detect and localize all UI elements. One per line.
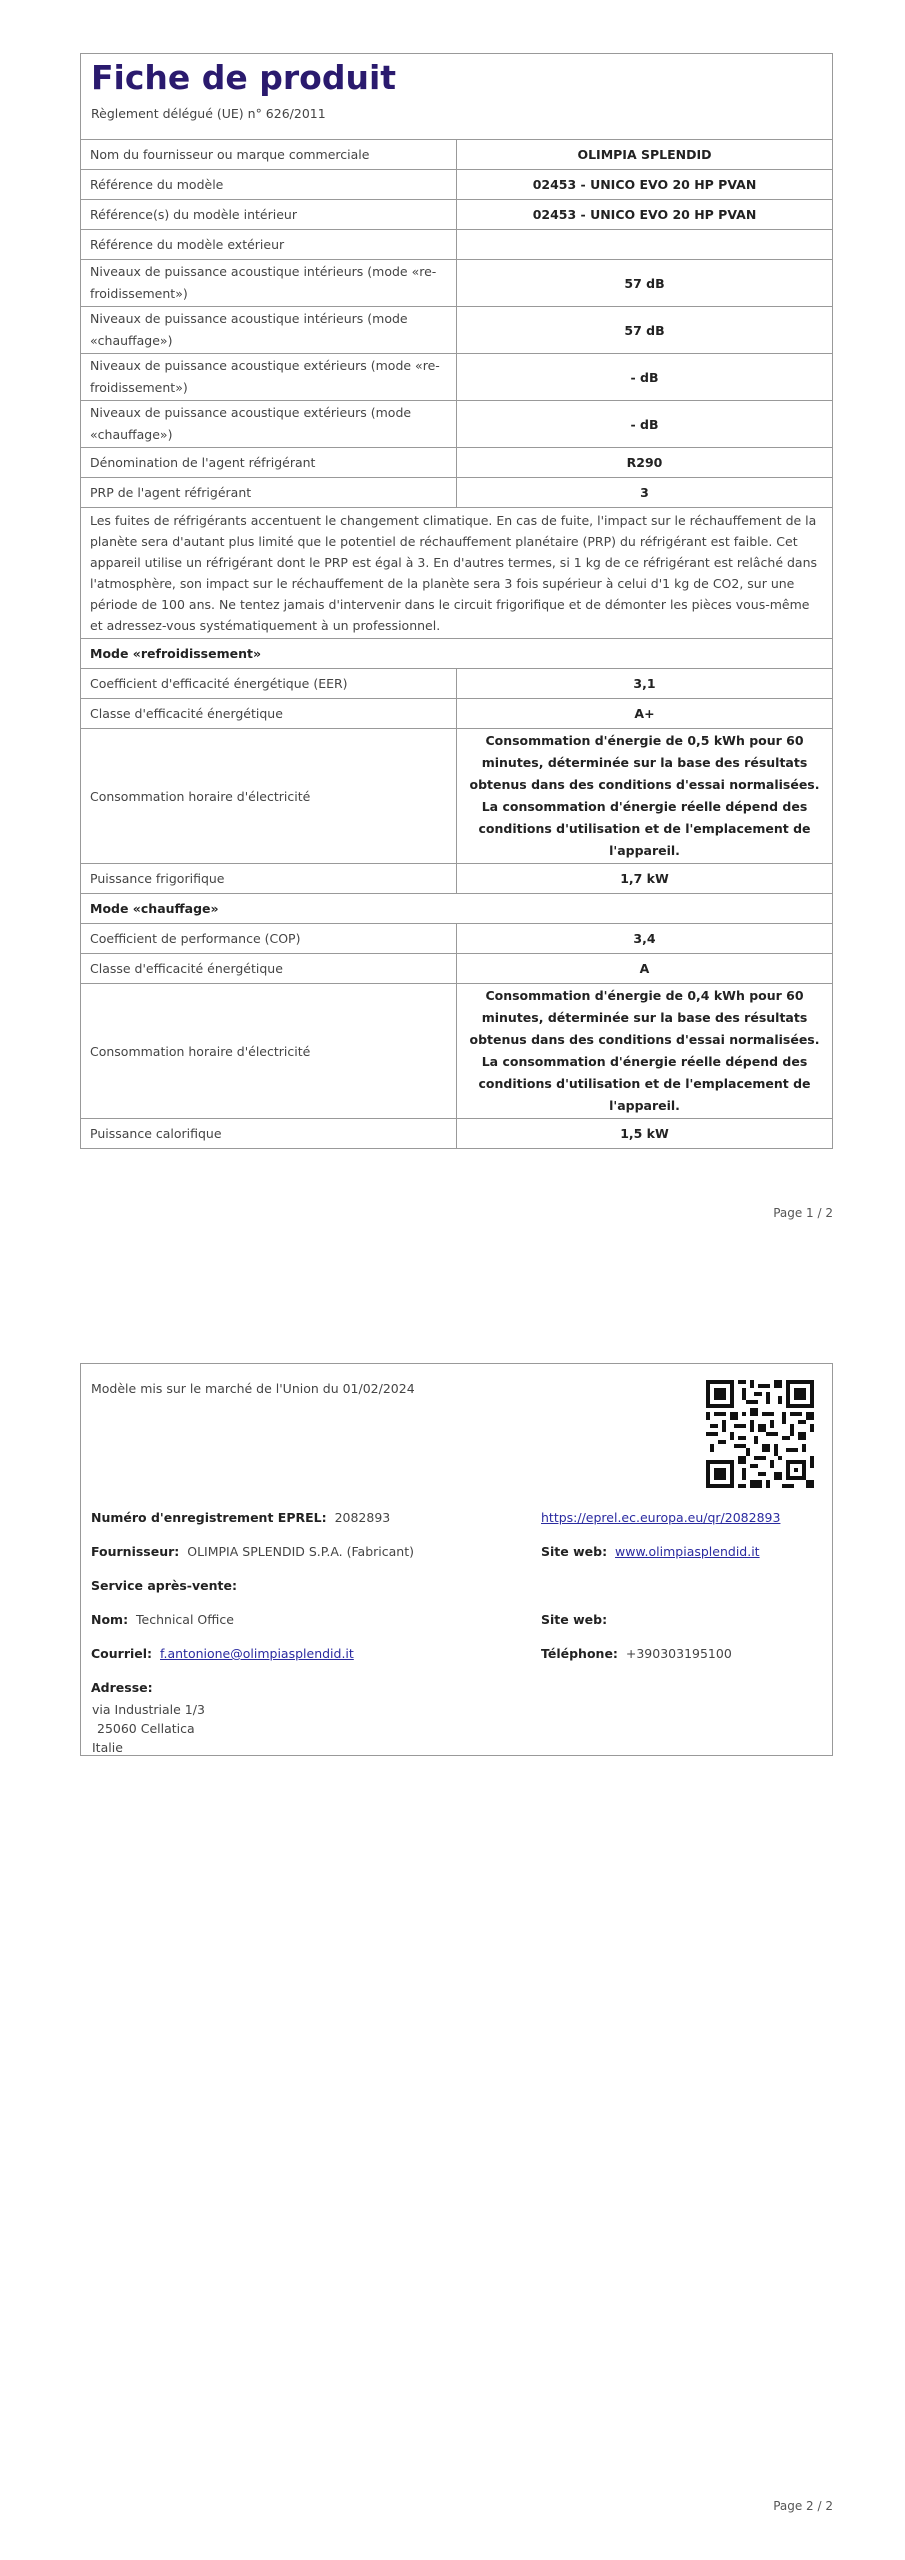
- website-label: Site web:: [541, 1544, 608, 1559]
- website-link[interactable]: www.olimpiasplendid.it: [615, 1544, 760, 1559]
- row-value: 1,5 kW: [457, 1119, 833, 1149]
- row-label: Dénomination de l'agent réfrigérant: [81, 448, 457, 478]
- row-value: 3,1: [457, 669, 833, 699]
- email-link[interactable]: f.antonione@olimpiasplendid.it: [160, 1646, 354, 1661]
- phone-row: [541, 1646, 732, 1661]
- row-label: Référence du modèle: [81, 170, 457, 200]
- website2-label: Site web:: [541, 1612, 608, 1627]
- eprel-link[interactable]: https://eprel.ec.europa.eu/qr/2082893: [541, 1510, 781, 1525]
- qr-code-icon: [706, 1380, 814, 1488]
- row-value: R290: [457, 448, 833, 478]
- table-row: [81, 448, 832, 478]
- section-row: [81, 894, 832, 924]
- cooling-heading: Mode «refroidissement»: [81, 639, 832, 669]
- section-row: [81, 639, 832, 669]
- regulation-reference: Règlement délégué (UE) n° 626/2011: [91, 105, 326, 121]
- table-row: [81, 699, 832, 729]
- table-row: [81, 307, 832, 354]
- page-title: Fiche de produit: [91, 58, 397, 97]
- address-line: Italie: [92, 1740, 123, 1755]
- eprel-label: Numéro d'enregistrement EPREL:: [91, 1510, 327, 1525]
- table-row: [81, 508, 832, 639]
- row-label: Puissance calorifique: [81, 1119, 457, 1149]
- supplier-value: OLIMPIA SPLENDID S.P.A. (Fabricant): [187, 1544, 414, 1559]
- row-label: Consommation horaire d'électricité: [81, 729, 457, 864]
- heating-heading: Mode «chauffage»: [81, 894, 832, 924]
- row-label: Niveaux de puissance acoustique intérieurs (mode «re-froidissement»): [81, 260, 457, 307]
- table-row: [81, 669, 832, 699]
- row-label: PRP de l'agent réfrigérant: [81, 478, 457, 508]
- market-date: Modèle mis sur le marché de l'Union du 01/02/2024: [91, 1381, 415, 1396]
- table-row: [81, 401, 832, 448]
- phone-label: Téléphone:: [541, 1646, 618, 1661]
- page-number: Page 1 / 2: [773, 1206, 833, 1220]
- row-label: Puissance frigorifique: [81, 864, 457, 894]
- page-number: Page 2 / 2: [773, 2499, 833, 2513]
- row-value: 57 dB: [457, 307, 833, 354]
- registration-info: [80, 1363, 833, 1756]
- row-value: Consommation d'énergie de 0,5 kWh pour 60 minutes, déterminée sur la base des résultats obtenus dans des conditions d'essai normalisées. La consommation d'énergie réelle dépend des conditions d'utilisation et de l'emplacement de l'appareil.: [457, 729, 833, 864]
- address-label: Adresse:: [91, 1680, 153, 1695]
- row-value: OLIMPIA SPLENDID: [577, 147, 712, 162]
- row-value: A+: [457, 699, 833, 729]
- refrigerant-notice: Les fuites de réfrigérants accentuent le changement climatique. En cas de fuite, l'impact sur le réchauffement de la planète sera d'autant plus limité que le potentiel de réchauffement planétaire (PRP) du réfrigérant est faible. Cet appareil utilise un réfrigérant dont le PRP est égal à 3. En d'autres termes, si 1 kg de ce réfrigérant est relâché dans l'atmosphère, son impact sur le réchauffement de la planète sera 3 fois supérieur à celui d'1 kg de CO2, sur une période de 100 ans. Ne tentez jamais d'intervenir dans le circuit frigorifique et de démonter les pièces vous-même et adressez-vous systématiquement à un professionnel.: [81, 508, 832, 639]
- row-value: A: [457, 954, 833, 984]
- table-row: [81, 478, 832, 508]
- row-value: - dB: [457, 401, 833, 448]
- name-value: Technical Office: [136, 1612, 234, 1627]
- row-value: [457, 230, 833, 260]
- table-row: [81, 260, 832, 307]
- row-value: 3: [457, 478, 833, 508]
- row-label: Nom du fournisseur ou marque commerciale: [81, 140, 457, 170]
- after-sales-label: Service après-vente:: [91, 1578, 237, 1593]
- product-fiche: [80, 53, 833, 1149]
- row-value: - dB: [457, 354, 833, 401]
- row-label: Niveaux de puissance acoustique intérieurs (mode «chauffage»): [81, 307, 457, 354]
- email-label: Courriel:: [91, 1646, 153, 1661]
- row-value: 02453 - UNICO EVO 20 HP PVAN: [457, 200, 833, 230]
- address-line: 25060 Cellatica: [97, 1721, 195, 1736]
- address-line: via Industriale 1/3: [92, 1702, 205, 1717]
- row-label: Coefficient de performance (COP): [81, 924, 457, 954]
- table-row: [81, 1119, 832, 1149]
- row-label: Coefficient d'efficacité énergétique (EER): [81, 669, 457, 699]
- address-block: [92, 1700, 205, 1757]
- table-row: [81, 170, 832, 200]
- table-row: [81, 230, 832, 260]
- table-row: [81, 954, 832, 984]
- row-label: Référence(s) du modèle intérieur: [81, 200, 457, 230]
- row-label: Référence du modèle extérieur: [81, 230, 457, 260]
- spec-table: [81, 140, 832, 1148]
- table-row: [81, 864, 832, 894]
- table-row: [81, 924, 832, 954]
- table-row: [81, 200, 832, 230]
- name-label: Nom:: [91, 1612, 129, 1627]
- row-label: Classe d'efficacité énergétique: [81, 954, 457, 984]
- row-value: 3,4: [457, 924, 833, 954]
- row-value: 02453 - UNICO EVO 20 HP PVAN: [457, 170, 833, 200]
- email-row: [91, 1646, 354, 1661]
- table-row: [81, 354, 832, 401]
- table-row: [81, 729, 832, 864]
- contact-name-row: [91, 1612, 234, 1627]
- phone-value: +390303195100: [625, 1646, 732, 1661]
- row-label: Classe d'efficacité énergétique: [81, 699, 457, 729]
- row-value: 1,7 kW: [457, 864, 833, 894]
- supplier-label: Fournisseur:: [91, 1544, 180, 1559]
- row-label: Consommation horaire d'électricité: [81, 984, 457, 1119]
- fiche-header: [81, 54, 832, 140]
- row-value: 57 dB: [457, 260, 833, 307]
- eprel-row: [91, 1510, 390, 1525]
- row-label: Niveaux de puissance acoustique extérieurs (mode «re-froidissement»): [81, 354, 457, 401]
- row-label: Niveaux de puissance acoustique extérieurs (mode «chauffage»): [81, 401, 457, 448]
- table-row: [81, 140, 832, 170]
- supplier-row: [91, 1544, 414, 1559]
- eprel-value: 2082893: [334, 1510, 391, 1525]
- website-row: [541, 1544, 760, 1559]
- row-value: Consommation d'énergie de 0,4 kWh pour 60 minutes, déterminée sur la base des résultats obtenus dans des conditions d'essai normalisées. La consommation d'énergie réelle dépend des conditions d'utilisation et de l'emplacement de l'appareil.: [457, 984, 833, 1119]
- table-row: [81, 984, 832, 1119]
